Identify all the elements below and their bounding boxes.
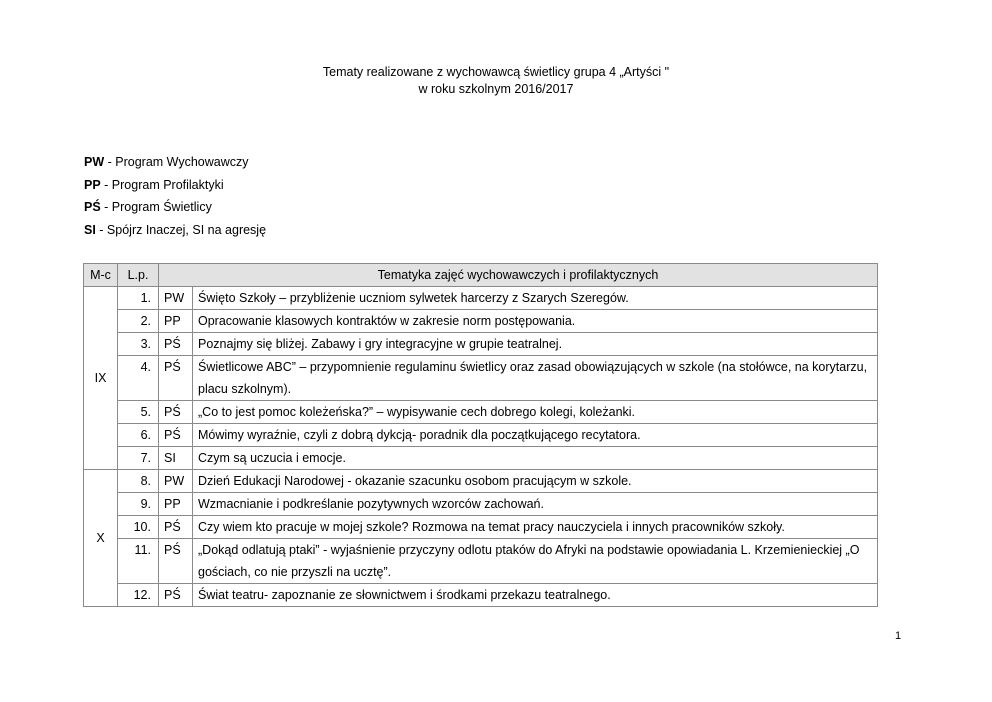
month-cell: X	[84, 470, 118, 607]
legend-item	[84, 174, 266, 197]
program-cell: PP	[159, 310, 193, 333]
legend-abbr: PP	[84, 177, 101, 192]
program-cell: PŚ	[159, 539, 193, 584]
table-row	[84, 493, 878, 516]
legend-abbr: PW	[84, 155, 105, 169]
lp-cell: 2.	[118, 310, 159, 333]
lp-cell: 4.	[118, 356, 159, 401]
program-cell: PŚ	[159, 356, 193, 401]
legend-item	[84, 196, 266, 219]
lp-cell: 10.	[118, 516, 159, 539]
table-row	[84, 516, 878, 539]
program-cell: PW	[159, 470, 193, 493]
program-cell: PŚ	[159, 333, 193, 356]
col-topic-header: Tematyka zajęć wychowawczych i profilaktycznych	[159, 264, 878, 287]
program-cell: PŚ	[159, 424, 193, 447]
program-cell: PW	[159, 287, 193, 310]
table-row	[84, 447, 878, 470]
legend-text: - Program Wychowawczy	[104, 155, 249, 169]
topics-table	[83, 263, 878, 607]
lp-cell: 7.	[118, 447, 159, 470]
legend-abbr: PŚ	[84, 200, 101, 214]
legend-item	[84, 151, 266, 174]
lp-cell: 3.	[118, 333, 159, 356]
topic-cell: Święto Szkoły – przybliżenie uczniom sylwetek harcerzy z Szarych Szeregów.	[193, 287, 878, 310]
col-month-header: M-c	[84, 264, 118, 287]
lp-cell: 11.	[118, 539, 159, 584]
topic-cell: „Co to jest pomoc koleżeńska?” – wypisywanie cech dobrego kolegi, koleżanki.	[193, 401, 878, 424]
topic-cell: Czy wiem kto pracuje w mojej szkole? Rozmowa na temat pracy nauczyciela i innych pracowników szkoły.	[193, 516, 878, 539]
month-cell: IX	[84, 287, 118, 470]
table-row	[84, 401, 878, 424]
lp-cell: 12.	[118, 584, 159, 607]
table-row	[84, 424, 878, 447]
title-line-1: Tematy realizowane z wychowawcą świetlicy grupa 4 „Artyści "	[322, 65, 670, 79]
page-number: 1	[895, 630, 902, 642]
topic-cell: Świat teatru- zapoznanie ze słownictwem i środkami przekazu teatralnego.	[193, 584, 878, 607]
legend-text: - Program Profilaktyki	[100, 177, 224, 192]
legend-text: - Program Świetlicy	[100, 200, 212, 214]
table-header-row	[84, 264, 878, 287]
table-row	[84, 356, 878, 401]
topic-cell: Czym są uczucia i emocje.	[193, 447, 878, 470]
title-line-2: w roku szkolnym 2016/2017	[418, 82, 574, 96]
document-title	[0, 64, 992, 98]
lp-cell: 6.	[118, 424, 159, 447]
col-lp-header: L.p.	[118, 264, 159, 287]
topic-cell: Dzień Edukacji Narodowej - okazanie szacunku osobom pracującym w szkole.	[193, 470, 878, 493]
lp-cell: 5.	[118, 401, 159, 424]
program-cell: SI	[159, 447, 193, 470]
table-row	[84, 470, 878, 493]
table-row	[84, 584, 878, 607]
legend	[84, 151, 266, 241]
lp-cell: 8.	[118, 470, 159, 493]
table-row	[84, 287, 878, 310]
topic-cell: Poznajmy się bliżej. Zabawy i gry integracyjne w grupie teatralnej.	[193, 333, 878, 356]
topic-cell: Mówimy wyraźnie, czyli z dobrą dykcją- poradnik dla początkującego recytatora.	[193, 424, 878, 447]
legend-text: - Spójrz Inaczej, SI na agresję	[95, 222, 267, 237]
legend-abbr: SI	[84, 222, 96, 237]
lp-cell: 9.	[118, 493, 159, 516]
topic-cell: Wzmacnianie i podkreślanie pozytywnych wzorców zachowań.	[193, 493, 878, 516]
program-cell: PP	[159, 493, 193, 516]
table-row	[84, 333, 878, 356]
program-cell: PŚ	[159, 584, 193, 607]
program-cell: PŚ	[159, 401, 193, 424]
table-row	[84, 310, 878, 333]
program-cell: PŚ	[159, 516, 193, 539]
table-row	[84, 539, 878, 584]
topic-cell: Opracowanie klasowych kontraktów w zakresie norm postępowania.	[193, 310, 878, 333]
lp-cell: 1.	[118, 287, 159, 310]
topic-cell: Świetlicowe ABC” – przypomnienie regulaminu świetlicy oraz zasad obowiązujących w szkole (na stołówce, na korytarzu, placu szkolnym).	[193, 356, 878, 401]
legend-item	[84, 219, 266, 242]
topic-cell: „Dokąd odlatują ptaki” - wyjaśnienie przyczyny odlotu ptaków do Afryki na podstawie opowiadania L. Krzemienieckiej „O gościach, co nie przyszli na ucztę”.	[193, 539, 878, 584]
